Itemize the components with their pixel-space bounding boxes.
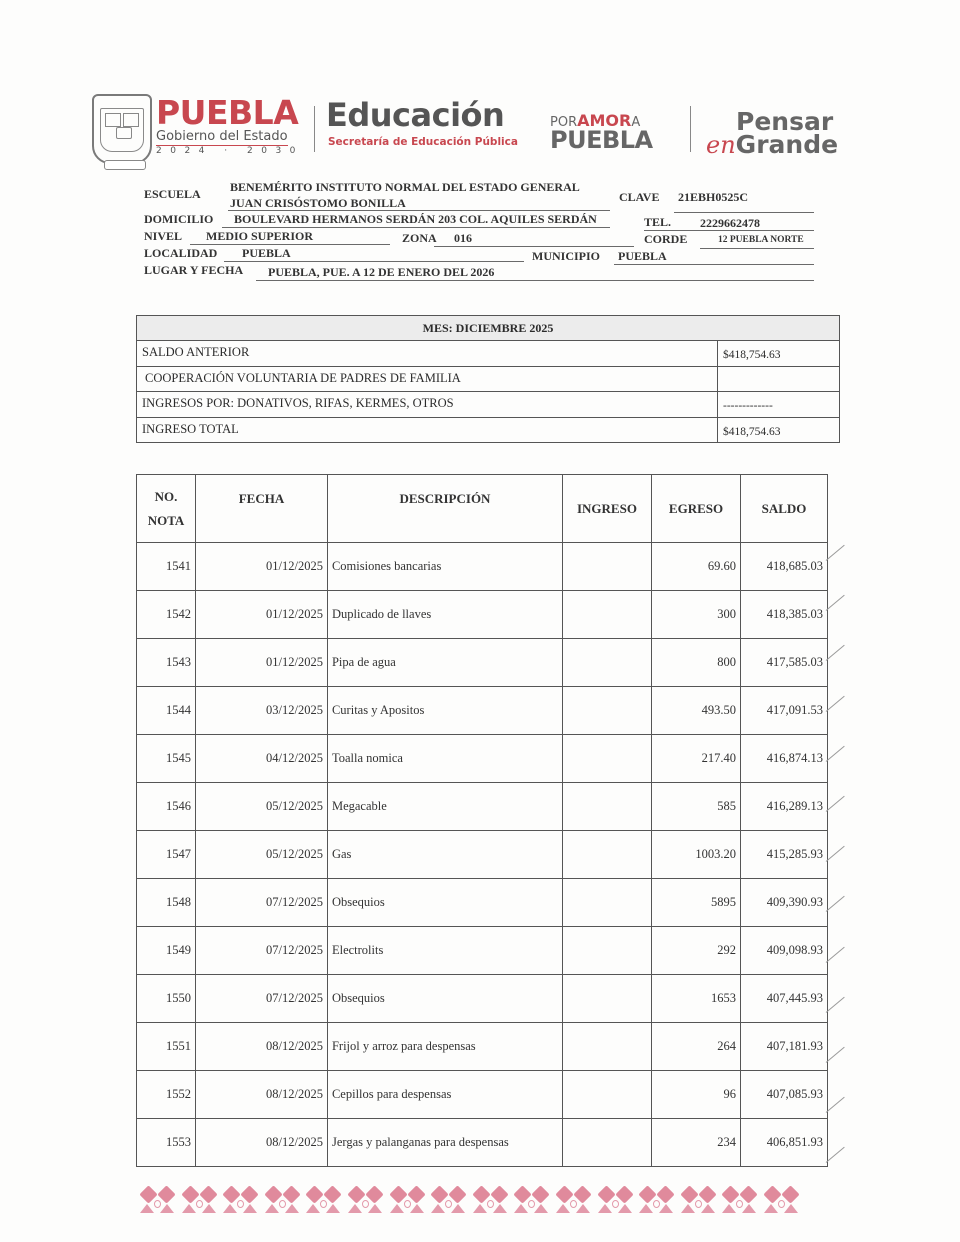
ledger-descripcion-cell: Curitas y Apositos: [327, 687, 562, 735]
check-mark-icon: [826, 1147, 845, 1163]
lugar-fecha-label: LUGAR Y FECHA: [144, 263, 244, 277]
header-logos: [90, 92, 870, 167]
localidad-label: LOCALIDAD: [144, 246, 218, 260]
ledger-ingreso-cell: [562, 975, 651, 1023]
summary-label: INGRESOS POR: DONATIVOS, RIFAS, KERMES, OTROS: [142, 396, 454, 410]
ledger-ingreso-cell: [562, 1119, 651, 1167]
clave-label: CLAVE: [619, 190, 660, 204]
summary-label: SALDO ANTERIOR: [142, 345, 250, 359]
ledger-fecha-cell: 08/12/2025: [196, 1071, 328, 1119]
column-header-egreso: EGRESO: [651, 475, 740, 543]
escuela-label: ESCUELA: [144, 187, 201, 201]
tel-label: TEL.: [644, 215, 672, 229]
column-header-descripcion: DESCRIPCIÓN: [327, 475, 562, 543]
ledger-row: [137, 1023, 828, 1071]
ledger-row: [137, 831, 828, 879]
ledger-row: [137, 783, 828, 831]
ledger-fecha-cell: 01/12/2025: [196, 543, 328, 591]
ledger-fecha-cell: 07/12/2025: [196, 975, 328, 1023]
ledger-egreso-cell: 1653: [651, 975, 740, 1023]
ledger-fecha-cell: 07/12/2025: [196, 927, 328, 975]
ledger-saldo-cell: 409,390.93: [741, 879, 828, 927]
slogan-logo-puebla: PUEBLA: [550, 126, 653, 154]
ledger-fecha-cell: 08/12/2025: [196, 1023, 328, 1071]
zona-value: 016: [454, 231, 472, 245]
state-logo-name: PUEBLA: [156, 93, 299, 132]
summary-value: $418,754.63: [717, 341, 839, 366]
clave-value: 21EBH0525C: [678, 190, 749, 204]
check-mark-icon: [826, 846, 845, 862]
ledger-nota-cell: 1542: [137, 591, 196, 639]
state-logo-years: 2024 · 2030: [156, 146, 304, 156]
ledger-nota-cell: 1552: [137, 1071, 196, 1119]
ledger-egreso-cell: 264: [651, 1023, 740, 1071]
ledger-descripcion-cell: Obsequios: [327, 975, 562, 1023]
ledger-ingreso-cell: [562, 543, 651, 591]
state-logo-subtitle: Gobierno del Estado: [156, 129, 288, 144]
ledger-saldo-cell: 416,874.13: [741, 735, 828, 783]
ledger-saldo-cell: 406,851.93: [741, 1119, 828, 1167]
ledger-egreso-cell: 69.60: [651, 543, 740, 591]
ledger-egreso-cell: 5895: [651, 879, 740, 927]
ledger-row: [137, 879, 828, 927]
check-mark-icon: [826, 1097, 845, 1113]
domicilio-label: DOMICILIO: [144, 212, 214, 226]
ledger-descripcion-cell: Gas: [327, 831, 562, 879]
check-mark-icon: [826, 545, 845, 561]
ledger-nota-cell: 1548: [137, 879, 196, 927]
summary-value: $418,754.63: [717, 418, 839, 443]
ledger-ingreso-cell: [562, 639, 651, 687]
ornament-motif-icon: [512, 1186, 552, 1216]
ledger-nota-cell: 1541: [137, 543, 196, 591]
ledger-nota-cell: 1546: [137, 783, 196, 831]
ledger-descripcion-cell: Megacable: [327, 783, 562, 831]
summary-label: INGRESO TOTAL: [142, 421, 239, 436]
check-mark-icon: [826, 595, 845, 611]
ledger-egreso-cell: 96: [651, 1071, 740, 1119]
ledger-egreso-cell: 800: [651, 639, 740, 687]
check-mark-icon: [826, 695, 845, 711]
check-mark-icon: [826, 645, 845, 661]
ledger-header-row: [137, 475, 828, 543]
ledger-nota-cell: 1553: [137, 1119, 196, 1167]
ledger-descripcion-cell: Cepillos para despensas: [327, 1071, 562, 1119]
ledger-egreso-cell: 300: [651, 591, 740, 639]
nota-header-line2: NOTA: [147, 512, 185, 528]
localidad-value: PUEBLA: [242, 246, 291, 260]
logo-divider: [314, 106, 315, 152]
ledger-fecha-cell: 07/12/2025: [196, 879, 328, 927]
ledger-egreso-cell: 585: [651, 783, 740, 831]
ledger-saldo-cell: 417,585.03: [741, 639, 828, 687]
ledger-nota-cell: 1551: [137, 1023, 196, 1071]
ornament-motif-icon: [637, 1186, 677, 1216]
escuela-value-line2: JUAN CRISÓSTOMO BONILLA: [230, 196, 406, 210]
ledger-fecha-cell: 05/12/2025: [196, 831, 328, 879]
ledger-ingreso-cell: [562, 831, 651, 879]
ledger-saldo-cell: 415,285.93: [741, 831, 828, 879]
ornament-motif-icon: [429, 1186, 469, 1216]
summary-month-title: MES: DICIEMBRE 2025: [137, 316, 839, 341]
ledger-ingreso-cell: [562, 1071, 651, 1119]
pensar-logo-bottom: [706, 132, 838, 158]
ornament-motif-icon: [138, 1186, 178, 1216]
ornament-motif-icon: [304, 1186, 344, 1216]
ledger-descripcion-cell: Jergas y palanganas para despensas: [327, 1119, 562, 1167]
check-mark-icon: [826, 996, 845, 1012]
check-mark-icon: [826, 896, 845, 912]
ledger-nota-cell: 1549: [137, 927, 196, 975]
ledger-nota-cell: 1543: [137, 639, 196, 687]
ledger-nota-cell: 1544: [137, 687, 196, 735]
check-mark-icon: [826, 745, 845, 761]
column-header-fecha: FECHA: [196, 475, 328, 543]
zona-label: ZONA: [402, 231, 437, 245]
tel-value: 2229662478: [700, 216, 760, 230]
ledger-descripcion-cell: Pipa de agua: [327, 639, 562, 687]
summary-value: [717, 367, 839, 392]
summary-row-ingreso-total: [137, 418, 839, 443]
corde-label: CORDE: [644, 232, 688, 246]
ledger-nota-cell: 1550: [137, 975, 196, 1023]
ornament-motif-icon: [263, 1186, 303, 1216]
ledger-ingreso-cell: [562, 591, 651, 639]
ledger-saldo-cell: 407,181.93: [741, 1023, 828, 1071]
column-header-saldo: SALDO: [741, 475, 828, 543]
ledger-row: [137, 1071, 828, 1119]
ledger-row: [137, 975, 828, 1023]
municipio-value: PUEBLA: [618, 249, 667, 263]
ledger-saldo-cell: 416,289.13: [741, 783, 828, 831]
municipio-label: MUNICIPIO: [532, 249, 600, 263]
ledger-saldo-cell: 418,685.03: [741, 543, 828, 591]
ornament-motif-icon: [388, 1186, 428, 1216]
ledger-row: [137, 735, 828, 783]
nivel-label: NIVEL: [144, 229, 183, 243]
ledger-fecha-cell: 03/12/2025: [196, 687, 328, 735]
ornament-motif-icon: [180, 1186, 220, 1216]
check-mark-icon: [826, 1047, 845, 1063]
footer-ornament-band: [138, 1186, 808, 1216]
ornament-motif-icon: [346, 1186, 386, 1216]
summary-row-ingresos-otros: [137, 392, 839, 418]
ledger-ingreso-cell: [562, 879, 651, 927]
ornament-motif-icon: [762, 1186, 802, 1216]
ledger-descripcion-cell: Electrolits: [327, 927, 562, 975]
summary-label: COOPERACIÓN VOLUNTARIA DE PADRES DE FAMILIA: [145, 370, 461, 385]
ledger-ingreso-cell: [562, 687, 651, 735]
ledger-row: [137, 1119, 828, 1167]
ledger-fecha-cell: 01/12/2025: [196, 639, 328, 687]
summary-value: -------------: [717, 392, 839, 417]
ledger-descripcion-cell: Frijol y arroz para despensas: [327, 1023, 562, 1071]
slogan-por: POR: [550, 115, 578, 130]
pensar-logo-grande: Grande: [735, 130, 839, 159]
column-header-nota: [137, 475, 196, 543]
nota-header-line1: NO.: [154, 488, 178, 504]
slogan-a: A: [631, 115, 641, 130]
check-mark-icon: [826, 946, 845, 962]
education-logo-title: Educación: [326, 96, 505, 134]
ledger-row: [137, 927, 828, 975]
ledger-egreso-cell: 1003.20: [651, 831, 740, 879]
ornament-motif-icon: [720, 1186, 760, 1216]
ledger-saldo-cell: 417,091.53: [741, 687, 828, 735]
slogan-amor: AMOR: [577, 111, 632, 130]
domicilio-value: BOULEVARD HERMANOS SERDÁN 203 COL. AQUILES SERDÁN: [234, 212, 597, 226]
school-info: [144, 178, 814, 288]
ledger-fecha-cell: 08/12/2025: [196, 1119, 328, 1167]
ledger-row: [137, 639, 828, 687]
ledger-ingreso-cell: [562, 783, 651, 831]
ledger-ingreso-cell: [562, 1023, 651, 1071]
ornament-motif-icon: [471, 1186, 511, 1216]
logo-divider: [690, 106, 691, 152]
nivel-value: MEDIO SUPERIOR: [206, 229, 314, 243]
ledger-descripcion-cell: Comisiones bancarias: [327, 543, 562, 591]
ledger-ingreso-cell: [562, 735, 651, 783]
ledger-fecha-cell: 01/12/2025: [196, 591, 328, 639]
ledger-nota-cell: 1547: [137, 831, 196, 879]
corde-value: 12 PUEBLA NORTE: [718, 235, 804, 245]
ledger-ingreso-cell: [562, 927, 651, 975]
ledger-saldo-cell: 418,385.03: [741, 591, 828, 639]
ledger-descripcion-cell: Toalla nomica: [327, 735, 562, 783]
ledger-egreso-cell: 493.50: [651, 687, 740, 735]
pensar-logo-en: en: [706, 131, 736, 159]
summary-row-saldo-anterior: [137, 341, 839, 367]
escuela-value-line1: BENEMÉRITO INSTITUTO NORMAL DEL ESTADO GENERAL: [230, 180, 580, 194]
ledger-egreso-cell: 217.40: [651, 735, 740, 783]
ornament-motif-icon: [596, 1186, 636, 1216]
ledger-fecha-cell: 05/12/2025: [196, 783, 328, 831]
column-header-ingreso: INGRESO: [562, 475, 651, 543]
ledger-row: [137, 543, 828, 591]
ornament-motif-icon: [554, 1186, 594, 1216]
ledger-egreso-cell: 292: [651, 927, 740, 975]
monthly-summary: [136, 315, 840, 443]
pensar-logo-top: Pensar: [736, 107, 834, 136]
lugar-fecha-value: PUEBLA, PUE. A 12 DE ENERO DEL 2026: [268, 265, 495, 279]
ledger-descripcion-cell: Duplicado de llaves: [327, 591, 562, 639]
ledger-row: [137, 687, 828, 735]
ledger-table: [136, 474, 828, 1167]
ledger-egreso-cell: 234: [651, 1119, 740, 1167]
ledger-saldo-cell: 409,098.93: [741, 927, 828, 975]
check-mark-icon: [826, 796, 845, 812]
education-logo-subtitle: Secretaría de Educación Pública: [328, 136, 518, 148]
ledger-row: [137, 591, 828, 639]
summary-row-cooperacion: [137, 367, 839, 393]
ledger-fecha-cell: 04/12/2025: [196, 735, 328, 783]
state-crest-icon: [92, 94, 152, 164]
ledger-nota-cell: 1545: [137, 735, 196, 783]
ornament-motif-icon: [221, 1186, 261, 1216]
ornament-motif-icon: [679, 1186, 719, 1216]
ledger-saldo-cell: 407,445.93: [741, 975, 828, 1023]
ledger-saldo-cell: 407,085.93: [741, 1071, 828, 1119]
ledger-descripcion-cell: Obsequios: [327, 879, 562, 927]
